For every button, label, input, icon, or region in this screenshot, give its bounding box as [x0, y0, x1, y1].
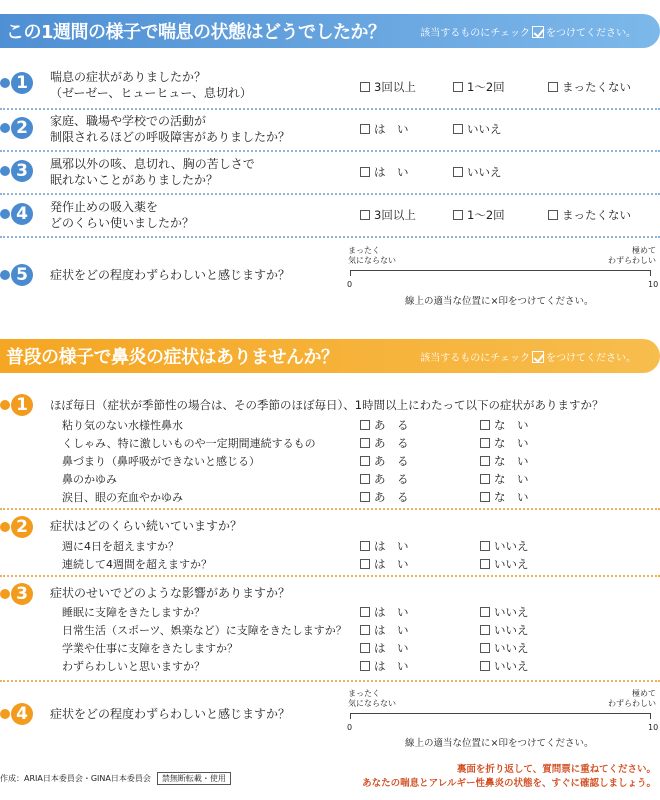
scale-right-label — [608, 689, 656, 709]
option-label: な い — [494, 490, 529, 504]
option-yes[interactable] — [360, 538, 409, 554]
option-label: いいえ — [494, 539, 529, 553]
question-number: 2 — [11, 117, 33, 139]
option-no[interactable] — [480, 489, 529, 505]
option-label: は い — [374, 623, 409, 637]
scale-label-line: 気にならない — [348, 699, 396, 708]
scale-zero: 0 — [347, 280, 353, 289]
divider — [0, 193, 660, 195]
option-label: 3回以上 — [374, 208, 416, 222]
option-label: あ る — [374, 472, 409, 486]
option-none[interactable] — [548, 207, 631, 223]
scale-label-line: 極めて — [632, 689, 656, 698]
checkbox[interactable] — [453, 124, 463, 134]
option-yes[interactable] — [360, 556, 409, 572]
question-line: （ゼーゼー、ヒューヒュー、息切れ） — [50, 86, 252, 100]
option-label: いいえ — [467, 122, 502, 136]
checkbox[interactable] — [360, 456, 370, 466]
question-text — [50, 156, 255, 188]
divider — [0, 150, 660, 152]
scale-zero: 0 — [347, 723, 353, 732]
checkbox[interactable] — [480, 643, 490, 653]
question-number: 4 — [11, 203, 33, 225]
scale-tick — [350, 713, 351, 719]
question-text — [50, 69, 252, 101]
option-yes[interactable] — [360, 640, 409, 656]
scale-left-label — [348, 246, 396, 266]
option-label: 3回以上 — [374, 80, 416, 94]
option-label: な い — [494, 472, 529, 486]
checkmark-icon — [532, 26, 544, 38]
option-label: は い — [374, 641, 409, 655]
scale-line[interactable] — [350, 713, 650, 714]
copyright-stamp: 禁無断転載・使用 — [157, 772, 231, 785]
question-badge — [0, 583, 33, 605]
checkmark-icon — [532, 351, 544, 363]
checkbox[interactable] — [360, 541, 370, 551]
symptom-item: 粘り気のない水様性鼻水 — [62, 419, 183, 432]
checkbox[interactable] — [480, 474, 490, 484]
checkbox[interactable] — [360, 474, 370, 484]
section1-note — [420, 24, 660, 39]
divider — [0, 108, 660, 110]
scale-label-line: わずらわしい — [608, 699, 656, 708]
question-line: 風邪以外の咳、息切れ、胸の苦しさで — [50, 157, 255, 171]
option-no[interactable] — [480, 640, 529, 656]
checkbox[interactable] — [480, 456, 490, 466]
checkbox[interactable] — [360, 82, 370, 92]
option-yes[interactable] — [360, 121, 409, 137]
option-label: いいえ — [494, 557, 529, 571]
question-badge — [0, 117, 33, 139]
bullet-icon — [0, 589, 10, 599]
symptom-item: 睡眠に支障をきたしますか？ — [62, 606, 205, 619]
scale-right-label — [608, 246, 656, 266]
checkbox[interactable] — [360, 210, 370, 220]
scale-tick — [350, 270, 351, 276]
option-no[interactable] — [480, 435, 529, 451]
question-line: 喘息の症状がありましたか？ — [50, 70, 207, 84]
divider — [0, 680, 660, 682]
option-label: 1～2回 — [467, 208, 505, 222]
option-label: あ る — [374, 436, 409, 450]
option-no[interactable] — [480, 658, 529, 674]
checkbox[interactable] — [480, 438, 490, 448]
section1-note-before: 該当するものにチェック — [420, 27, 530, 39]
section1-note-after: をつけてください。 — [546, 27, 636, 39]
scale-label-line: まったく — [348, 689, 380, 698]
checkbox[interactable] — [480, 559, 490, 569]
question-badge — [0, 394, 33, 416]
question-line: 家庭、職場や学校での活動が — [50, 114, 207, 128]
checkbox[interactable] — [453, 82, 463, 92]
option-1-2[interactable] — [453, 79, 505, 95]
question-text — [50, 113, 290, 145]
question-line: どのくらい使いましたか？ — [50, 216, 195, 230]
option-yes[interactable] — [360, 435, 409, 451]
bullet-icon — [0, 522, 10, 532]
option-yes[interactable] — [360, 471, 409, 487]
option-yes[interactable] — [360, 489, 409, 505]
scale-line[interactable] — [350, 270, 650, 271]
scale-tick — [650, 713, 651, 719]
checkbox[interactable] — [548, 82, 558, 92]
checkbox[interactable] — [360, 643, 370, 653]
footer-credit — [0, 772, 231, 785]
option-label: あ る — [374, 490, 409, 504]
scale-label-line: わずらわしい — [608, 256, 656, 265]
section2-header — [0, 339, 660, 373]
option-3plus[interactable] — [360, 207, 416, 223]
option-label: な い — [494, 418, 529, 432]
symptom-item: 連続して4週間を超えますか？ — [62, 558, 212, 571]
option-no[interactable] — [480, 417, 529, 433]
question-number: 4 — [11, 703, 33, 725]
symptom-item: 日常生活（スポーツ、娯楽など）に支障をきたしますか？ — [62, 624, 347, 637]
option-no[interactable] — [480, 622, 529, 638]
option-no[interactable] — [480, 453, 529, 469]
option-label: は い — [374, 659, 409, 673]
question-text — [50, 199, 194, 231]
question-line: 眠れないことがありましたか？ — [50, 173, 219, 187]
option-yes[interactable] — [360, 622, 409, 638]
divider — [0, 236, 660, 238]
option-label: は い — [374, 557, 409, 571]
question-line: 制限されるほどの呼吸障害がありましたか？ — [50, 130, 291, 144]
option-label: あ る — [374, 418, 409, 432]
scale-instruction: 線上の適当な位置に×印をつけてください。 — [405, 296, 594, 307]
option-no[interactable] — [480, 538, 529, 554]
symptom-item: 学業や仕事に支障をきたしますか？ — [62, 642, 238, 655]
section2-note — [420, 349, 660, 364]
footer-line1: 裏面を折り返して、質問票に重ねてください。 — [456, 764, 656, 775]
question-badge — [0, 516, 33, 538]
scale-ten: 10 — [648, 280, 659, 289]
option-label: な い — [494, 454, 529, 468]
question-text: 症状をどの程度わずらわしいと感じますか？ — [50, 707, 291, 721]
question-number: 3 — [11, 160, 33, 182]
checkbox[interactable] — [360, 167, 370, 177]
question-text: 症状をどの程度わずらわしいと感じますか？ — [50, 268, 291, 282]
checkbox[interactable] — [360, 124, 370, 134]
checkbox[interactable] — [548, 210, 558, 220]
option-label: は い — [374, 165, 409, 179]
bullet-icon — [0, 78, 10, 88]
symptom-item: 鼻のかゆみ — [62, 473, 117, 486]
option-label: いいえ — [494, 659, 529, 673]
bullet-icon — [0, 709, 10, 719]
option-label: いいえ — [494, 605, 529, 619]
checkbox[interactable] — [480, 661, 490, 671]
checkbox[interactable] — [480, 607, 490, 617]
option-label: まったくない — [562, 80, 631, 94]
option-label: あ る — [374, 454, 409, 468]
checkbox[interactable] — [480, 541, 490, 551]
bullet-icon — [0, 166, 10, 176]
option-yes[interactable] — [360, 417, 409, 433]
section2-note-before: 該当するものにチェック — [420, 352, 530, 364]
option-label: 1～2回 — [467, 80, 505, 94]
checkbox[interactable] — [480, 420, 490, 430]
symptom-item: 涙目、眼の充血やかゆみ — [62, 491, 183, 504]
question-number: 1 — [11, 72, 33, 94]
checkbox[interactable] — [453, 167, 463, 177]
question-badge — [0, 203, 33, 225]
divider — [0, 575, 660, 577]
section2-title: 普段の様子で鼻炎の症状はありませんか？ — [6, 347, 339, 368]
checkbox[interactable] — [360, 420, 370, 430]
bullet-icon — [0, 123, 10, 133]
checkbox[interactable] — [480, 625, 490, 635]
option-yes[interactable] — [360, 658, 409, 674]
checkbox[interactable] — [360, 607, 370, 617]
question-badge — [0, 160, 33, 182]
section2-note-after: をつけてください。 — [546, 352, 636, 364]
option-no[interactable] — [453, 121, 502, 137]
symptom-item: くしゃみ、特に激しいものや一定期間連続するもの — [62, 437, 316, 450]
scale-ten: 10 — [648, 723, 659, 732]
bullet-icon — [0, 209, 10, 219]
option-no[interactable] — [480, 556, 529, 572]
symptom-item: 週に4日を超えますか？ — [62, 540, 179, 553]
question-number: 1 — [11, 394, 33, 416]
checkbox[interactable] — [360, 492, 370, 502]
bullet-icon — [0, 270, 10, 280]
scale-label-line: 気にならない — [348, 256, 396, 265]
option-yes[interactable] — [360, 604, 409, 620]
checkbox[interactable] — [360, 438, 370, 448]
checkbox[interactable] — [360, 559, 370, 569]
question-number: 2 — [11, 516, 33, 538]
checkbox[interactable] — [360, 661, 370, 671]
option-no[interactable] — [480, 604, 529, 620]
checkbox[interactable] — [480, 492, 490, 502]
option-label: は い — [374, 122, 409, 136]
divider — [0, 508, 660, 510]
section1-header — [0, 14, 660, 48]
section1-title: この1週間の様子で喘息の状態はどうでしたか？ — [6, 22, 386, 43]
option-none[interactable] — [548, 79, 631, 95]
question-badge — [0, 264, 33, 286]
option-no[interactable] — [480, 471, 529, 487]
scale-left-label — [348, 689, 396, 709]
option-label: な い — [494, 436, 529, 450]
question-text: 症状のせいでどのような影響がありますか？ — [50, 586, 291, 600]
question-text: ほぼ毎日（症状が季節性の場合は、その季節のほぼ毎日）、1時間以上にわたって以下の症状がありますか？ — [50, 398, 604, 412]
option-label: いいえ — [467, 165, 502, 179]
option-label: いいえ — [494, 623, 529, 637]
option-1-2[interactable] — [453, 207, 505, 223]
symptom-item: わずらわしいと思いますか？ — [62, 660, 205, 673]
scale-tick — [650, 270, 651, 276]
question-text: 症状はどのくらい続いていますか？ — [50, 519, 243, 533]
option-label: は い — [374, 605, 409, 619]
scale-instruction: 線上の適当な位置に×印をつけてください。 — [405, 738, 594, 749]
question-line: 発作止めの吸入薬を — [50, 200, 159, 214]
question-badge — [0, 703, 33, 725]
checkbox[interactable] — [453, 210, 463, 220]
credit-text: 作成：ARIA日本委員会・GINA日本委員会 — [0, 774, 151, 783]
option-no[interactable] — [453, 164, 502, 180]
option-3plus[interactable] — [360, 79, 416, 95]
symptom-item: 鼻づまり（鼻呼吸ができないと感じる） — [62, 455, 260, 468]
question-number: 5 — [11, 264, 33, 286]
option-yes[interactable] — [360, 453, 409, 469]
footer-line2: あなたの喘息とアレルギー性鼻炎の状態を、すぐに確認しましょう。 — [362, 778, 656, 789]
scale-label-line: まったく — [348, 246, 380, 255]
bullet-icon — [0, 400, 10, 410]
question-number: 3 — [11, 583, 33, 605]
option-label: は い — [374, 539, 409, 553]
checkbox[interactable] — [360, 625, 370, 635]
scale-label-line: 極めて — [632, 246, 656, 255]
option-label: まったくない — [562, 208, 631, 222]
question-badge — [0, 72, 33, 94]
option-label: いいえ — [494, 641, 529, 655]
option-yes[interactable] — [360, 164, 409, 180]
